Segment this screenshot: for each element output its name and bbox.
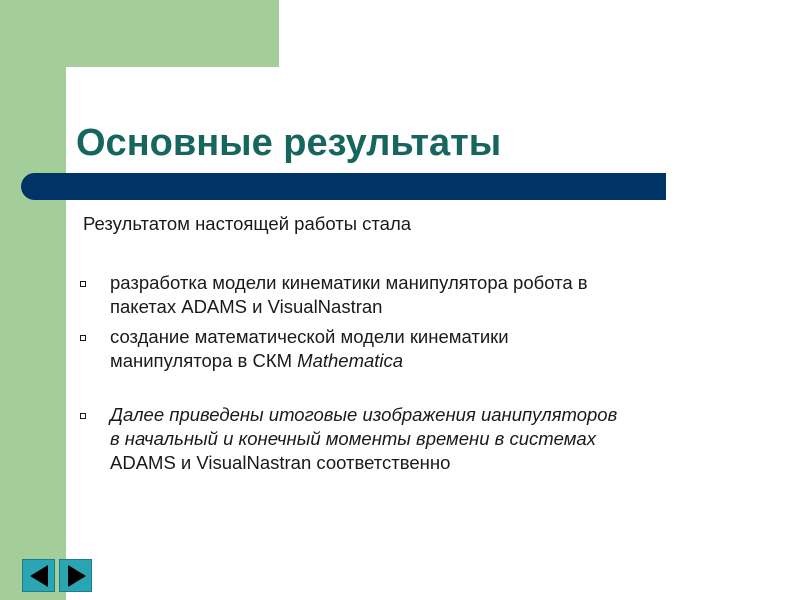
green-frame-left: [0, 0, 66, 600]
bullet-text: манипулятора в СКМ: [110, 350, 298, 371]
software-name-italic: Mathematica: [297, 350, 404, 371]
bullet-list: [80, 271, 760, 475]
bullet-item: [80, 403, 760, 475]
next-slide-button[interactable]: [59, 559, 92, 592]
previous-slide-button[interactable]: [22, 559, 55, 592]
slide-title: Основные результаты: [76, 122, 502, 164]
green-frame-top: [0, 0, 279, 67]
square-bullet-icon: [80, 413, 86, 419]
bullet-line: создание математической модели кинематики: [110, 326, 509, 347]
triangle-left-icon: [30, 565, 48, 587]
bullet-item: [80, 271, 760, 319]
bullet-line: пакетах ADAMS и VisualNastran: [110, 296, 383, 317]
square-bullet-icon: [80, 281, 86, 287]
title-underline-bar: [21, 173, 666, 200]
bullet-line: [110, 349, 760, 373]
intro-text: Результатом настоящей работы стала: [83, 213, 412, 234]
triangle-right-icon: [68, 565, 86, 587]
bullet-line: разработка модели кинематики манипулятора робота в: [110, 272, 588, 293]
bullet-line-italic: в начальный и конечный моменты времени в системах: [110, 428, 596, 449]
bullet-line: ADAMS и VisualNastran соответственно: [110, 452, 451, 473]
square-bullet-icon: [80, 335, 86, 341]
bullet-item: [80, 325, 760, 373]
bullet-line-italic: Далее приведены итоговые изображения ианипуляторов: [110, 404, 618, 425]
